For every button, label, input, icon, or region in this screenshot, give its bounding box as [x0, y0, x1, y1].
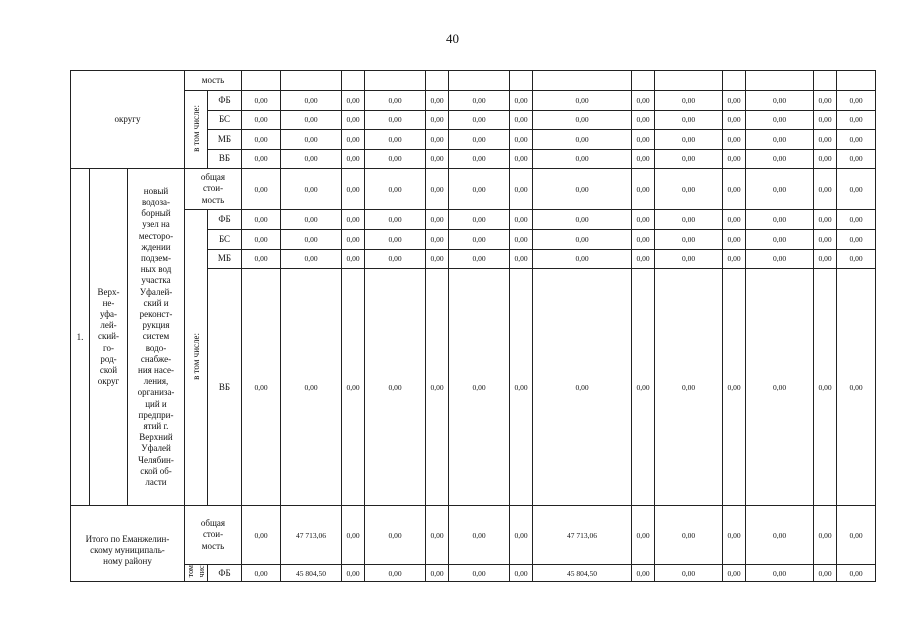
continuation-БС-value-6: 0,00 [449, 110, 510, 130]
section-БС-value-13: 0,00 [814, 230, 837, 250]
section-ВБ-value-5: 0,00 [426, 269, 449, 506]
continuation-ВБ-value-2: 0,00 [281, 149, 342, 169]
section-БС-value-6: 0,00 [449, 230, 510, 250]
continuation-МБ-value-10: 0,00 [655, 130, 723, 150]
continuation-ФБ-value-5: 0,00 [426, 91, 449, 111]
section-ФБ-value-10: 0,00 [655, 210, 723, 230]
section-ФБ-value-2: 0,00 [281, 210, 342, 230]
section-БС-value-5: 0,00 [426, 230, 449, 250]
section-ФБ-value-11: 0,00 [723, 210, 746, 230]
section-МБ-value-1: 0,00 [242, 249, 281, 269]
summary-ФБ-value-13: 0,00 [814, 565, 837, 582]
section-total-value-5: 0,00 [426, 169, 449, 210]
section-ФБ-value-1: 0,00 [242, 210, 281, 230]
summary-total-value-14: 0,00 [837, 506, 876, 565]
continuation-БС-value-1: 0,00 [242, 110, 281, 130]
section-ВБ-value-6: 0,00 [449, 269, 510, 506]
section-total-label: общая стои- мость [185, 169, 242, 210]
section-МБ-value-5: 0,00 [426, 249, 449, 269]
summary-ФБ-value-4: 0,00 [365, 565, 426, 582]
section-in-total-label: в том числе: [185, 210, 208, 506]
section-ФБ-value-14: 0,00 [837, 210, 876, 230]
continuation-blank-7 [510, 71, 533, 91]
summary-in-total-label: том чис [185, 565, 208, 582]
continuation-БС-value-8: 0,00 [533, 110, 632, 130]
continuation-БС-value-4: 0,00 [365, 110, 426, 130]
section-total-value-14: 0,00 [837, 169, 876, 210]
continuation-blank-4 [365, 71, 426, 91]
continuation-blank-10 [655, 71, 723, 91]
continuation-ВБ-value-14: 0,00 [837, 149, 876, 169]
continuation-ФБ-value-4: 0,00 [365, 91, 426, 111]
continuation-БС-value-5: 0,00 [426, 110, 449, 130]
continuation-МБ-value-14: 0,00 [837, 130, 876, 150]
summary-ФБ-value-11: 0,00 [723, 565, 746, 582]
continuation-ФБ-value-9: 0,00 [632, 91, 655, 111]
summary-ФБ-value-10: 0,00 [655, 565, 723, 582]
table-row [71, 565, 876, 582]
continuation-code-МБ: МБ [208, 130, 242, 150]
summary-total-value-1: 0,00 [242, 506, 281, 565]
continuation-cost-tail: мость [185, 71, 242, 91]
continuation-ФБ-value-13: 0,00 [814, 91, 837, 111]
continuation-ВБ-value-13: 0,00 [814, 149, 837, 169]
section-total-value-9: 0,00 [632, 169, 655, 210]
continuation-blank-3 [342, 71, 365, 91]
summary-total-value-2: 47 713,06 [281, 506, 342, 565]
section-БС-value-9: 0,00 [632, 230, 655, 250]
continuation-МБ-value-5: 0,00 [426, 130, 449, 150]
continuation-blank-1 [242, 71, 281, 91]
section-ФБ-value-5: 0,00 [426, 210, 449, 230]
continuation-БС-value-11: 0,00 [723, 110, 746, 130]
section-ВБ-value-13: 0,00 [814, 269, 837, 506]
section-total-value-6: 0,00 [449, 169, 510, 210]
page-number: 40 [446, 31, 459, 46]
continuation-ВБ-value-10: 0,00 [655, 149, 723, 169]
section-ВБ-value-2: 0,00 [281, 269, 342, 506]
section-ВБ-value-10: 0,00 [655, 269, 723, 506]
section-БС-value-8: 0,00 [533, 230, 632, 250]
table-row [71, 210, 876, 230]
continuation-МБ-value-6: 0,00 [449, 130, 510, 150]
continuation-ВБ-value-3: 0,00 [342, 149, 365, 169]
section-total-value-4: 0,00 [365, 169, 426, 210]
section-total-value-2: 0,00 [281, 169, 342, 210]
continuation-ФБ-value-2: 0,00 [281, 91, 342, 111]
section-МБ-value-9: 0,00 [632, 249, 655, 269]
object-description: новый водоза- борный узел на месторо- ждении подзем- ных вод участка Уфалей- ский и реконст- рукция систем водо- снабже- ния насе- ления, организа- ций и предпри- ятий г. Верхний Уфалей Челябин- ской об- ласти [128, 169, 185, 506]
continuation-blank-5 [426, 71, 449, 91]
continuation-ФБ-value-12: 0,00 [746, 91, 814, 111]
section-ФБ-value-4: 0,00 [365, 210, 426, 230]
continuation-blank-2 [281, 71, 342, 91]
summary-total-value-6: 0,00 [449, 506, 510, 565]
continuation-code-ВБ: ВБ [208, 149, 242, 169]
summary-ФБ-value-5: 0,00 [426, 565, 449, 582]
section-МБ-value-3: 0,00 [342, 249, 365, 269]
continuation-ВБ-value-11: 0,00 [723, 149, 746, 169]
section-ФБ-value-6: 0,00 [449, 210, 510, 230]
summary-ФБ-value-1: 0,00 [242, 565, 281, 582]
summary-total-value-13: 0,00 [814, 506, 837, 565]
section-ФБ-value-13: 0,00 [814, 210, 837, 230]
continuation-БС-value-13: 0,00 [814, 110, 837, 130]
section-БС-value-11: 0,00 [723, 230, 746, 250]
continuation-ВБ-value-12: 0,00 [746, 149, 814, 169]
continuation-БС-value-2: 0,00 [281, 110, 342, 130]
continuation-МБ-value-9: 0,00 [632, 130, 655, 150]
section-ВБ-value-9: 0,00 [632, 269, 655, 506]
continuation-БС-value-12: 0,00 [746, 110, 814, 130]
section-БС-value-12: 0,00 [746, 230, 814, 250]
section-code-БС: БС [208, 230, 242, 250]
table-row [71, 169, 876, 210]
continuation-МБ-value-2: 0,00 [281, 130, 342, 150]
continuation-БС-value-14: 0,00 [837, 110, 876, 130]
section-БС-value-14: 0,00 [837, 230, 876, 250]
section-total-value-1: 0,00 [242, 169, 281, 210]
continuation-code-ФБ: ФБ [208, 91, 242, 111]
table-row [71, 506, 876, 565]
section-МБ-value-14: 0,00 [837, 249, 876, 269]
summary-total-label: общая стои- мость [185, 506, 242, 565]
section-ВБ-value-3: 0,00 [342, 269, 365, 506]
section-МБ-value-13: 0,00 [814, 249, 837, 269]
section-ВБ-value-8: 0,00 [533, 269, 632, 506]
summary-total-value-9: 0,00 [632, 506, 655, 565]
section-БС-value-7: 0,00 [510, 230, 533, 250]
section-ФБ-value-8: 0,00 [533, 210, 632, 230]
section-МБ-value-7: 0,00 [510, 249, 533, 269]
continuation-МБ-value-3: 0,00 [342, 130, 365, 150]
continuation-blank-9 [632, 71, 655, 91]
section-total-value-10: 0,00 [655, 169, 723, 210]
section-МБ-value-12: 0,00 [746, 249, 814, 269]
section-total-value-7: 0,00 [510, 169, 533, 210]
continuation-ФБ-value-11: 0,00 [723, 91, 746, 111]
section-number: 1. [71, 169, 90, 506]
section-ФБ-value-9: 0,00 [632, 210, 655, 230]
continuation-ВБ-value-7: 0,00 [510, 149, 533, 169]
table-row [71, 91, 876, 111]
section-БС-value-1: 0,00 [242, 230, 281, 250]
continuation-ФБ-value-10: 0,00 [655, 91, 723, 111]
continuation-blank-8 [533, 71, 632, 91]
section-code-МБ: МБ [208, 249, 242, 269]
summary-ФБ-value-14: 0,00 [837, 565, 876, 582]
section-ВБ-value-14: 0,00 [837, 269, 876, 506]
continuation-ФБ-value-8: 0,00 [533, 91, 632, 111]
continuation-code-БС: БС [208, 110, 242, 130]
section-МБ-value-11: 0,00 [723, 249, 746, 269]
continuation-БС-value-9: 0,00 [632, 110, 655, 130]
continuation-blank-6 [449, 71, 510, 91]
section-ВБ-value-12: 0,00 [746, 269, 814, 506]
continuation-label: округу [71, 71, 185, 169]
summary-total-value-8: 47 713,06 [533, 506, 632, 565]
continuation-blank-14 [837, 71, 876, 91]
continuation-БС-value-10: 0,00 [655, 110, 723, 130]
summary-ФБ-value-12: 0,00 [746, 565, 814, 582]
continuation-МБ-value-4: 0,00 [365, 130, 426, 150]
continuation-ФБ-value-1: 0,00 [242, 91, 281, 111]
summary-total-value-3: 0,00 [342, 506, 365, 565]
continuation-БС-value-7: 0,00 [510, 110, 533, 130]
section-ФБ-value-3: 0,00 [342, 210, 365, 230]
section-total-value-11: 0,00 [723, 169, 746, 210]
summary-total-value-7: 0,00 [510, 506, 533, 565]
continuation-blank-11 [723, 71, 746, 91]
continuation-blank-12 [746, 71, 814, 91]
continuation-ВБ-value-5: 0,00 [426, 149, 449, 169]
continuation-МБ-value-8: 0,00 [533, 130, 632, 150]
section-total-value-8: 0,00 [533, 169, 632, 210]
section-ВБ-value-1: 0,00 [242, 269, 281, 506]
section-БС-value-4: 0,00 [365, 230, 426, 250]
summary-ФБ-value-7: 0,00 [510, 565, 533, 582]
section-ВБ-value-4: 0,00 [365, 269, 426, 506]
continuation-ФБ-value-6: 0,00 [449, 91, 510, 111]
continuation-МБ-value-12: 0,00 [746, 130, 814, 150]
section-total-value-3: 0,00 [342, 169, 365, 210]
section-МБ-value-10: 0,00 [655, 249, 723, 269]
section-МБ-value-4: 0,00 [365, 249, 426, 269]
summary-total-value-4: 0,00 [365, 506, 426, 565]
summary-total-value-12: 0,00 [746, 506, 814, 565]
continuation-ВБ-value-4: 0,00 [365, 149, 426, 169]
section-МБ-value-2: 0,00 [281, 249, 342, 269]
summary-ФБ-value-8: 45 804,50 [533, 565, 632, 582]
section-МБ-value-8: 0,00 [533, 249, 632, 269]
section-code-ФБ: ФБ [208, 210, 242, 230]
continuation-МБ-value-7: 0,00 [510, 130, 533, 150]
continuation-ВБ-value-6: 0,00 [449, 149, 510, 169]
section-БС-value-3: 0,00 [342, 230, 365, 250]
continuation-ФБ-value-3: 0,00 [342, 91, 365, 111]
continuation-МБ-value-1: 0,00 [242, 130, 281, 150]
continuation-ВБ-value-8: 0,00 [533, 149, 632, 169]
continuation-БС-value-3: 0,00 [342, 110, 365, 130]
continuation-МБ-value-11: 0,00 [723, 130, 746, 150]
continuation-ВБ-value-1: 0,00 [242, 149, 281, 169]
continuation-in-total-label: в том числе: [185, 91, 208, 169]
summary-total-value-11: 0,00 [723, 506, 746, 565]
section-ФБ-value-12: 0,00 [746, 210, 814, 230]
continuation-blank-13 [814, 71, 837, 91]
table-row [71, 71, 876, 91]
summary-ФБ-value-3: 0,00 [342, 565, 365, 582]
summary-label: Итого по Еманжелин- скому муниципаль- ному району [71, 506, 185, 582]
section-БС-value-10: 0,00 [655, 230, 723, 250]
summary-total-value-10: 0,00 [655, 506, 723, 565]
section-code-ВБ: ВБ [208, 269, 242, 506]
section-total-value-13: 0,00 [814, 169, 837, 210]
summary-ФБ-value-6: 0,00 [449, 565, 510, 582]
section-БС-value-2: 0,00 [281, 230, 342, 250]
section-ВБ-value-7: 0,00 [510, 269, 533, 506]
continuation-МБ-value-13: 0,00 [814, 130, 837, 150]
budget-table [70, 70, 876, 582]
summary-total-value-5: 0,00 [426, 506, 449, 565]
summary-ФБ-value-2: 45 804,50 [281, 565, 342, 582]
section-total-value-12: 0,00 [746, 169, 814, 210]
continuation-ФБ-value-14: 0,00 [837, 91, 876, 111]
continuation-ВБ-value-9: 0,00 [632, 149, 655, 169]
section-МБ-value-6: 0,00 [449, 249, 510, 269]
continuation-ФБ-value-7: 0,00 [510, 91, 533, 111]
district-name: Верх- не- уфа- лей- ский- го- род- ской округ [90, 169, 128, 506]
section-ФБ-value-7: 0,00 [510, 210, 533, 230]
section-ВБ-value-11: 0,00 [723, 269, 746, 506]
summary-ФБ-value-9: 0,00 [632, 565, 655, 582]
summary-code-ФБ: ФБ [208, 565, 242, 582]
